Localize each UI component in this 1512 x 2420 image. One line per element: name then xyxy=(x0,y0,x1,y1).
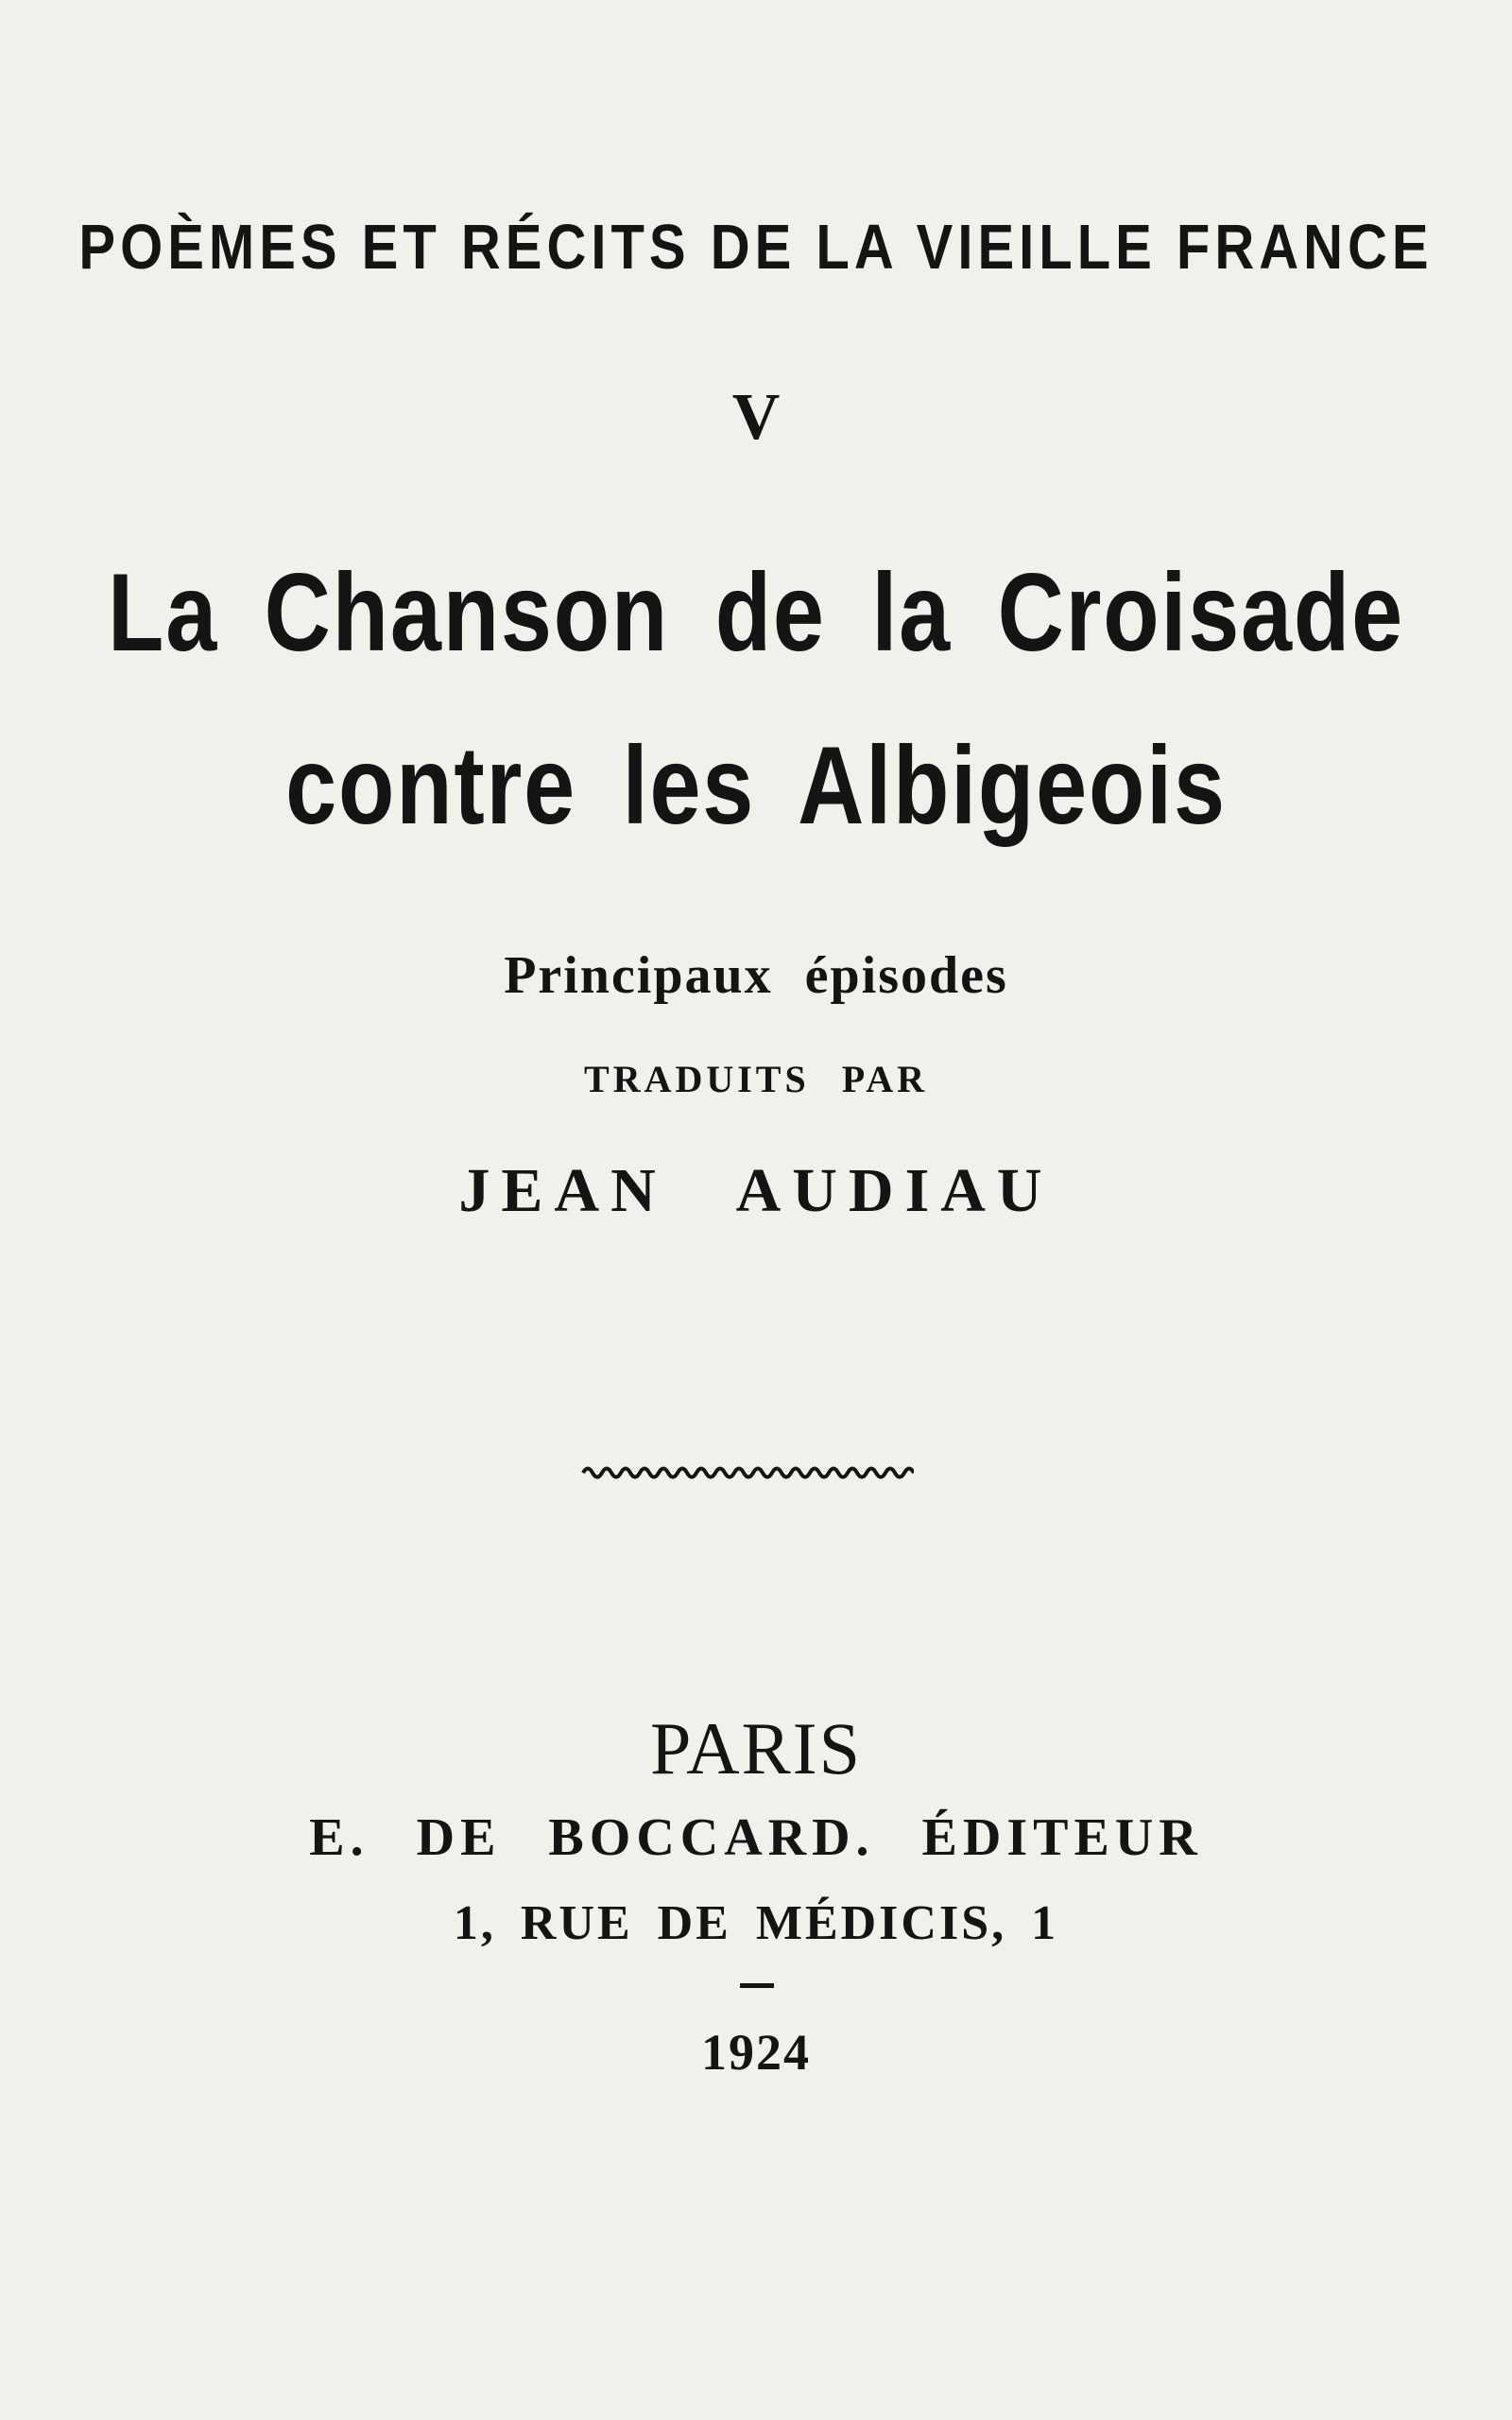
author-name: JEAN AUDIAU xyxy=(458,1156,1054,1225)
divider-dash xyxy=(740,1983,774,1988)
publisher-address: 1, RUE DE MÉDICIS, 1 xyxy=(453,1896,1059,1950)
book-title-line-1: La Chanson de la Croisade xyxy=(108,550,1404,674)
volume-number: V xyxy=(731,381,781,454)
book-title-line-2: contre les Albigeois xyxy=(285,723,1227,847)
subtitle: Principaux épisodes xyxy=(504,946,1008,1005)
wavy-rule-ornament-icon xyxy=(581,1461,914,1485)
publication-year: 1924 xyxy=(701,2024,811,2081)
publication-city: PARIS xyxy=(650,1707,862,1789)
publisher-name: E. DE BOCCARD. ÉDITEUR xyxy=(309,1808,1203,1867)
translated-by-label: TRADUITS PAR xyxy=(584,1058,928,1100)
series-title: POÈMES ET RÉCITS DE LA VIEILLE FRANCE xyxy=(78,212,1434,283)
